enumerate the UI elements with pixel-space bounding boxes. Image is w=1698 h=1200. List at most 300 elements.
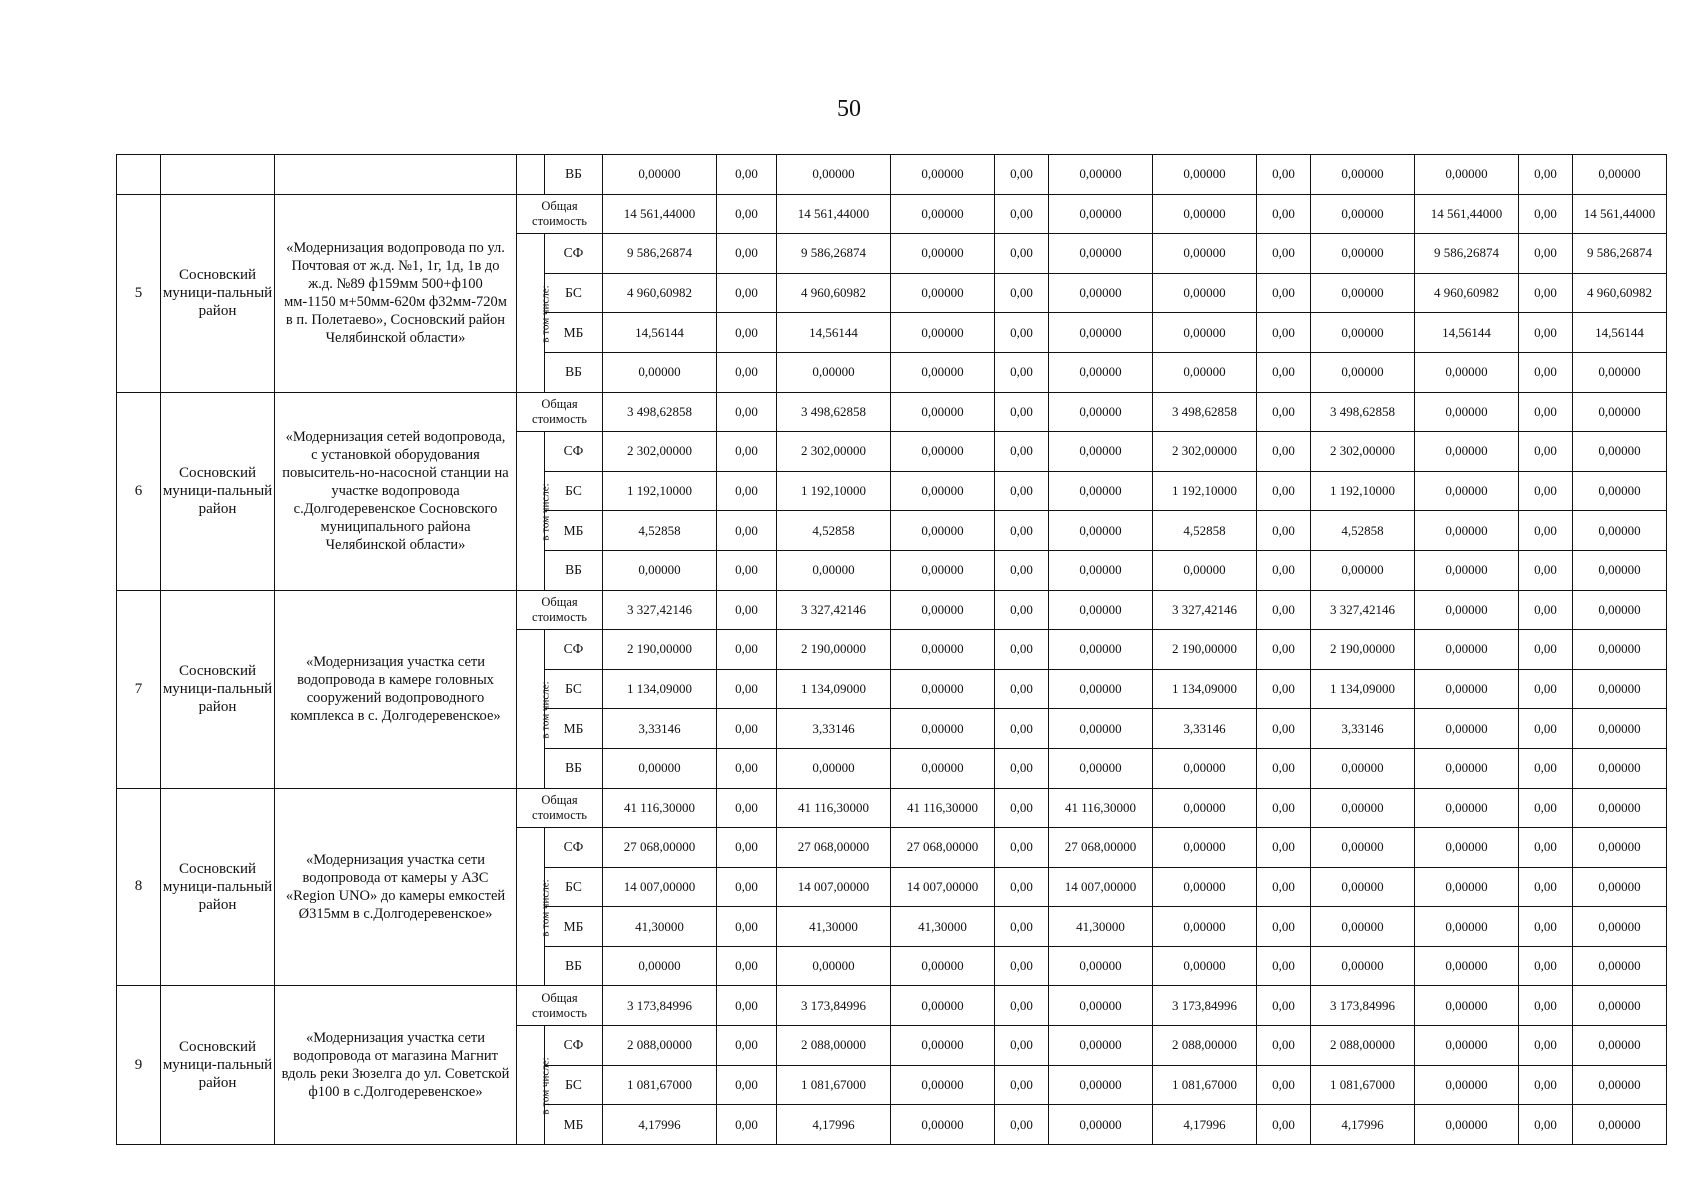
value-cell: 0,00000 (1049, 234, 1153, 274)
value-cell: 0,00000 (1311, 867, 1415, 907)
value-cell: 0,00 (1519, 313, 1573, 353)
project-name: «Модернизация участка сети водопровода в камере головных сооружений водопроводного комплекса в с. Долгодеревенское» (275, 590, 517, 788)
project-number: 9 (117, 986, 161, 1144)
source-cell: БС (545, 867, 603, 907)
value-cell: 0,00 (995, 1026, 1049, 1066)
value-cell: 0,00000 (1153, 748, 1257, 788)
value-cell: 0,00 (1257, 788, 1311, 828)
value-cell: 0,00 (995, 313, 1049, 353)
value-cell: 0,00 (717, 669, 777, 709)
value-cell: 0,00000 (891, 392, 995, 432)
value-cell: 0,00 (995, 630, 1049, 670)
total-label: Общая стоимость (517, 986, 603, 1026)
value-cell: 0,00000 (1049, 709, 1153, 749)
value-cell: 0,00 (1257, 1026, 1311, 1066)
value-cell: 2 088,00000 (1311, 1026, 1415, 1066)
value-cell: 4,17996 (777, 1105, 891, 1145)
value-cell: 0,00 (1257, 946, 1311, 986)
value-cell: 0,00000 (1153, 867, 1257, 907)
value-cell: 0,00 (717, 155, 777, 195)
value-cell: 0,00 (717, 828, 777, 868)
value-cell: 0,00000 (777, 550, 891, 590)
value-cell: 0,00000 (1311, 273, 1415, 313)
value-cell: 3 173,84996 (777, 986, 891, 1026)
vertical-label: в том числе: (539, 285, 552, 343)
value-cell: 4,52858 (1153, 511, 1257, 551)
value-cell: 0,00 (1519, 273, 1573, 313)
value-cell: 0,00000 (1153, 194, 1257, 234)
value-cell: 3 498,62858 (603, 392, 717, 432)
value-cell: 0,00000 (1153, 155, 1257, 195)
value-cell: 0,00 (995, 511, 1049, 551)
value-cell: 0,00 (717, 1065, 777, 1105)
value-cell: 0,00 (995, 828, 1049, 868)
vertical-label-cell (517, 1026, 552, 1145)
value-cell: 0,00 (1519, 907, 1573, 947)
value-cell: 0,00 (995, 392, 1049, 432)
value-cell: 0,00000 (1311, 946, 1415, 986)
value-cell: 0,00000 (891, 432, 995, 472)
value-cell: 2 302,00000 (1311, 432, 1415, 472)
value-cell: 0,00 (995, 352, 1049, 392)
page-number: 50 (837, 96, 861, 122)
value-cell: 14 561,44000 (603, 194, 717, 234)
project-number: 5 (117, 194, 161, 392)
value-cell: 0,00000 (1573, 432, 1667, 472)
source-cell: СФ (545, 1026, 603, 1066)
value-cell: 0,00 (995, 669, 1049, 709)
value-cell: 0,00000 (1311, 788, 1415, 828)
value-cell: 2 302,00000 (603, 432, 717, 472)
value-cell: 0,00 (995, 194, 1049, 234)
value-cell: 0,00 (717, 590, 777, 630)
vertical-label: в том числе: (539, 1057, 552, 1115)
value-cell: 41,30000 (777, 907, 891, 947)
value-cell: 1 134,09000 (1311, 669, 1415, 709)
value-cell: 0,00000 (777, 748, 891, 788)
value-cell: 1 081,67000 (1153, 1065, 1257, 1105)
value-cell: 1 081,67000 (777, 1065, 891, 1105)
value-cell: 0,00000 (1153, 907, 1257, 947)
value-cell: 0,00 (1519, 669, 1573, 709)
value-cell: 0,00000 (1049, 392, 1153, 432)
total-label: Общая стоимость (517, 194, 603, 234)
district-cell: Сосновский муници-пальный район (161, 788, 275, 986)
value-cell: 0,00000 (891, 709, 995, 749)
value-cell: 0,00000 (1049, 669, 1153, 709)
value-cell: 3 498,62858 (777, 392, 891, 432)
value-cell: 0,00 (717, 867, 777, 907)
value-cell: 1 192,10000 (1311, 471, 1415, 511)
value-cell: 0,00000 (1573, 907, 1667, 947)
value-cell: 0,00 (1257, 986, 1311, 1026)
value-cell: 41,30000 (1049, 907, 1153, 947)
value-cell: 0,00000 (1311, 313, 1415, 353)
value-cell: 0,00 (1257, 273, 1311, 313)
value-cell: 27 068,00000 (1049, 828, 1153, 868)
value-cell: 2 302,00000 (1153, 432, 1257, 472)
value-cell: 0,00 (1257, 155, 1311, 195)
vertical-label-cell (517, 432, 552, 590)
value-cell: 0,00 (995, 1105, 1049, 1145)
value-cell: 0,00000 (1311, 194, 1415, 234)
value-cell: 0,00 (1519, 511, 1573, 551)
value-cell: 1 134,09000 (777, 669, 891, 709)
value-cell: 0,00000 (1049, 630, 1153, 670)
value-cell: 0,00000 (1415, 907, 1519, 947)
value-cell: 0,00000 (1415, 986, 1519, 1026)
table-row (117, 590, 1667, 630)
value-cell: 0,00000 (1415, 1026, 1519, 1066)
value-cell: 0,00 (717, 550, 777, 590)
value-cell: 0,00000 (1415, 352, 1519, 392)
value-cell: 0,00 (1257, 471, 1311, 511)
value-cell: 0,00 (1519, 630, 1573, 670)
value-cell: 4 960,60982 (1415, 273, 1519, 313)
value-cell: 0,00 (995, 550, 1049, 590)
value-cell: 0,00 (717, 630, 777, 670)
value-cell: 0,00000 (891, 986, 995, 1026)
value-cell: 0,00000 (1573, 828, 1667, 868)
table-row (117, 392, 1667, 432)
value-cell: 0,00000 (1415, 788, 1519, 828)
value-cell: 2 088,00000 (603, 1026, 717, 1066)
table-body (117, 155, 1667, 1145)
source-cell: БС (545, 273, 603, 313)
value-cell: 0,00 (1519, 1065, 1573, 1105)
value-cell: 0,00000 (1153, 828, 1257, 868)
value-cell: 0,00000 (891, 155, 995, 195)
table-row (117, 155, 1667, 195)
value-cell: 0,00000 (1049, 590, 1153, 630)
value-cell: 14 007,00000 (1049, 867, 1153, 907)
value-cell: 27 068,00000 (603, 828, 717, 868)
value-cell: 0,00 (1257, 907, 1311, 947)
value-cell: 0,00 (1257, 709, 1311, 749)
value-cell: 0,00 (995, 748, 1049, 788)
value-cell: 41 116,30000 (1049, 788, 1153, 828)
value-cell: 1 192,10000 (777, 471, 891, 511)
budget-table (116, 154, 1667, 1145)
value-cell: 0,00000 (1049, 313, 1153, 353)
value-cell: 0,00 (995, 867, 1049, 907)
value-cell: 4,17996 (603, 1105, 717, 1145)
source-cell: МБ (545, 1105, 603, 1145)
vertical-label: в том числе: (539, 879, 552, 937)
value-cell: 0,00000 (1415, 590, 1519, 630)
value-cell: 0,00000 (1153, 788, 1257, 828)
value-cell: 0,00000 (1049, 352, 1153, 392)
value-cell: 0,00 (995, 234, 1049, 274)
value-cell: 0,00000 (1573, 748, 1667, 788)
table-row (117, 194, 1667, 234)
source-cell: БС (545, 471, 603, 511)
value-cell: 0,00000 (1415, 471, 1519, 511)
value-cell: 0,00000 (891, 1026, 995, 1066)
value-cell: 0,00 (1519, 748, 1573, 788)
value-cell: 0,00000 (891, 511, 995, 551)
value-cell: 0,00000 (1573, 511, 1667, 551)
value-cell: 1 192,10000 (1153, 471, 1257, 511)
value-cell: 4,17996 (1311, 1105, 1415, 1145)
value-cell: 0,00 (1257, 867, 1311, 907)
value-cell: 0,00 (1519, 867, 1573, 907)
district-cell: Сосновский муници-пальный район (161, 194, 275, 392)
value-cell: 0,00000 (1573, 867, 1667, 907)
district-cell: Сосновский муници-пальный район (161, 986, 275, 1144)
value-cell: 0,00 (995, 788, 1049, 828)
value-cell: 14 007,00000 (891, 867, 995, 907)
project-number: 7 (117, 590, 161, 788)
value-cell: 3 327,42146 (777, 590, 891, 630)
project-name: «Модернизация участка сети водопровода от камеры у АЗС «Region UNO» до камеры емкостей Ø315мм в с.Долгодеревенское» (275, 788, 517, 986)
value-cell: 2 190,00000 (1153, 630, 1257, 670)
value-cell: 0,00 (717, 511, 777, 551)
value-cell: 0,00 (717, 709, 777, 749)
source-cell: СФ (545, 432, 603, 472)
vertical-cell (517, 155, 545, 195)
value-cell: 0,00000 (1415, 630, 1519, 670)
value-cell: 3 327,42146 (1311, 590, 1415, 630)
value-cell: 0,00000 (1415, 1105, 1519, 1145)
value-cell: 0,00 (1257, 234, 1311, 274)
value-cell: 0,00000 (1153, 234, 1257, 274)
value-cell: 0,00000 (1311, 155, 1415, 195)
value-cell: 0,00000 (777, 352, 891, 392)
value-cell: 0,00000 (1415, 709, 1519, 749)
project-name: «Модернизация участка сети водопровода от магазина Магнит вдоль реки Зюзелга до ул. Советской ф100 в с.Долгодеревенское» (275, 986, 517, 1144)
value-cell: 0,00000 (603, 550, 717, 590)
value-cell: 27 068,00000 (891, 828, 995, 868)
value-cell: 0,00 (717, 1105, 777, 1145)
value-cell: 4,52858 (777, 511, 891, 551)
value-cell: 0,00000 (1049, 946, 1153, 986)
value-cell: 14,56144 (1573, 313, 1667, 353)
value-cell: 0,00000 (1311, 352, 1415, 392)
value-cell: 0,00000 (891, 234, 995, 274)
value-cell: 3,33146 (603, 709, 717, 749)
value-cell: 0,00000 (1049, 986, 1153, 1026)
value-cell: 0,00 (1257, 1065, 1311, 1105)
value-cell: 0,00 (1519, 194, 1573, 234)
value-cell: 0,00000 (1311, 234, 1415, 274)
value-cell: 0,00000 (1573, 1105, 1667, 1145)
value-cell: 0,00000 (777, 946, 891, 986)
value-cell: 14 561,44000 (1573, 194, 1667, 234)
source-cell: МБ (545, 709, 603, 749)
value-cell: 0,00 (1257, 630, 1311, 670)
value-cell: 0,00000 (1415, 867, 1519, 907)
value-cell: 4 960,60982 (603, 273, 717, 313)
value-cell: 1 081,67000 (603, 1065, 717, 1105)
value-cell: 0,00000 (891, 590, 995, 630)
value-cell: 0,00000 (1049, 273, 1153, 313)
value-cell: 0,00000 (1415, 550, 1519, 590)
value-cell: 9 586,26874 (603, 234, 717, 274)
value-cell: 3 327,42146 (603, 590, 717, 630)
value-cell: 41 116,30000 (603, 788, 717, 828)
value-cell: 0,00 (717, 788, 777, 828)
name-cell (275, 155, 517, 195)
value-cell: 14,56144 (777, 313, 891, 353)
project-name: «Модернизация водопровода по ул. Почтовая от ж.д. №1, 1г, 1д, 1в до ж.д. №89 ф159мм 500+ф100 мм-1150 м+50мм-620м ф32мм-720м в п. Полетаево», Сосновский район Челябинской области» (275, 194, 517, 392)
value-cell: 3,33146 (777, 709, 891, 749)
value-cell: 0,00000 (1049, 1105, 1153, 1145)
value-cell: 0,00000 (1415, 669, 1519, 709)
value-cell: 0,00000 (1415, 828, 1519, 868)
value-cell: 0,00 (1257, 669, 1311, 709)
value-cell: 4,52858 (1311, 511, 1415, 551)
value-cell: 0,00 (717, 352, 777, 392)
source-cell: СФ (545, 234, 603, 274)
value-cell: 0,00000 (891, 273, 995, 313)
value-cell: 0,00000 (1153, 273, 1257, 313)
total-label: Общая стоимость (517, 590, 603, 630)
value-cell: 3 173,84996 (1153, 986, 1257, 1026)
value-cell: 0,00000 (891, 630, 995, 670)
project-number: 8 (117, 788, 161, 986)
value-cell: 0,00000 (1153, 352, 1257, 392)
value-cell: 0,00 (995, 1065, 1049, 1105)
value-cell: 0,00 (1257, 550, 1311, 590)
value-cell: 3 498,62858 (1311, 392, 1415, 432)
value-cell: 0,00 (717, 432, 777, 472)
source-cell: МБ (545, 313, 603, 353)
value-cell: 0,00000 (603, 155, 717, 195)
district-cell: Сосновский муници-пальный район (161, 392, 275, 590)
value-cell: 27 068,00000 (777, 828, 891, 868)
value-cell: 0,00 (717, 194, 777, 234)
value-cell: 0,00000 (1049, 471, 1153, 511)
vertical-label-cell (517, 828, 552, 986)
value-cell: 0,00 (1257, 511, 1311, 551)
value-cell: 0,00 (1519, 352, 1573, 392)
source-cell: ВБ (545, 946, 603, 986)
value-cell: 0,00 (995, 432, 1049, 472)
value-cell: 0,00000 (603, 946, 717, 986)
value-cell: 14 007,00000 (777, 867, 891, 907)
value-cell: 0,00000 (891, 669, 995, 709)
value-cell: 0,00000 (891, 550, 995, 590)
source-cell: СФ (545, 630, 603, 670)
source-cell: СФ (545, 828, 603, 868)
value-cell: 0,00 (1519, 986, 1573, 1026)
value-cell: 0,00 (1257, 194, 1311, 234)
source-cell: ВБ (545, 748, 603, 788)
value-cell: 9 586,26874 (1415, 234, 1519, 274)
value-cell: 4 960,60982 (1573, 273, 1667, 313)
total-label: Общая стоимость (517, 392, 603, 432)
district-cell: Сосновский муници-пальный район (161, 590, 275, 788)
value-cell: 0,00000 (1415, 1065, 1519, 1105)
value-cell: 0,00 (1519, 1026, 1573, 1066)
value-cell: 2 190,00000 (777, 630, 891, 670)
vertical-label: в том числе: (539, 483, 552, 541)
value-cell: 0,00000 (1415, 511, 1519, 551)
value-cell: 0,00000 (1573, 630, 1667, 670)
value-cell: 0,00000 (1573, 709, 1667, 749)
value-cell: 41 116,30000 (891, 788, 995, 828)
value-cell: 0,00000 (1049, 550, 1153, 590)
value-cell: 0,00000 (1049, 155, 1153, 195)
project-number: 6 (117, 392, 161, 590)
value-cell: 0,00000 (603, 352, 717, 392)
source-cell: ВБ (545, 155, 603, 195)
value-cell: 0,00000 (891, 471, 995, 511)
value-cell: 0,00000 (1153, 550, 1257, 590)
value-cell: 0,00 (1257, 432, 1311, 472)
source-cell: ВБ (545, 550, 603, 590)
value-cell: 0,00000 (1415, 155, 1519, 195)
value-cell: 0,00000 (1573, 471, 1667, 511)
num-cell (117, 155, 161, 195)
value-cell: 1 081,67000 (1311, 1065, 1415, 1105)
value-cell: 2 088,00000 (1153, 1026, 1257, 1066)
value-cell: 9 586,26874 (1573, 234, 1667, 274)
value-cell: 0,00000 (1573, 590, 1667, 630)
value-cell: 0,00000 (1573, 1065, 1667, 1105)
value-cell: 0,00 (717, 471, 777, 511)
value-cell: 41,30000 (603, 907, 717, 947)
value-cell: 0,00000 (603, 748, 717, 788)
value-cell: 3 173,84996 (603, 986, 717, 1026)
table-row (117, 788, 1667, 828)
value-cell: 0,00000 (1049, 432, 1153, 472)
value-cell: 0,00 (717, 234, 777, 274)
value-cell: 0,00 (1519, 155, 1573, 195)
value-cell: 0,00 (717, 907, 777, 947)
value-cell: 0,00 (1519, 788, 1573, 828)
value-cell: 0,00 (1519, 234, 1573, 274)
value-cell: 0,00 (717, 273, 777, 313)
value-cell: 14,56144 (603, 313, 717, 353)
source-cell: БС (545, 1065, 603, 1105)
value-cell: 0,00 (995, 907, 1049, 947)
value-cell: 0,00 (1519, 709, 1573, 749)
value-cell: 0,00000 (1573, 392, 1667, 432)
value-cell: 3 327,42146 (1153, 590, 1257, 630)
vertical-label-cell (517, 234, 552, 392)
total-label: Общая стоимость (517, 788, 603, 828)
value-cell: 3,33146 (1311, 709, 1415, 749)
value-cell: 0,00000 (1415, 392, 1519, 432)
value-cell: 4,17996 (1153, 1105, 1257, 1145)
value-cell: 0,00 (995, 471, 1049, 511)
value-cell: 0,00000 (1311, 828, 1415, 868)
value-cell: 0,00000 (1311, 907, 1415, 947)
value-cell: 1 134,09000 (603, 669, 717, 709)
value-cell: 14 561,44000 (777, 194, 891, 234)
value-cell: 0,00000 (1573, 550, 1667, 590)
value-cell: 41 116,30000 (777, 788, 891, 828)
value-cell: 3 498,62858 (1153, 392, 1257, 432)
value-cell: 0,00000 (891, 946, 995, 986)
value-cell: 0,00 (1257, 828, 1311, 868)
value-cell: 14 007,00000 (603, 867, 717, 907)
source-cell: МБ (545, 907, 603, 947)
value-cell: 1 134,09000 (1153, 669, 1257, 709)
value-cell: 0,00000 (1049, 1026, 1153, 1066)
value-cell: 0,00000 (1573, 352, 1667, 392)
value-cell: 0,00000 (1153, 946, 1257, 986)
project-name: «Модернизация сетей водопровода, с установкой оборудования повыситель-но-насосной станции на участке водопровода с.Долгодеревенское Сосновского муниципального района Челябинской области» (275, 392, 517, 590)
value-cell: 0,00 (995, 590, 1049, 630)
value-cell: 0,00000 (1415, 432, 1519, 472)
value-cell: 0,00 (1519, 471, 1573, 511)
value-cell: 0,00 (1519, 1105, 1573, 1145)
value-cell: 0,00 (1519, 828, 1573, 868)
value-cell: 0,00000 (891, 1105, 995, 1145)
